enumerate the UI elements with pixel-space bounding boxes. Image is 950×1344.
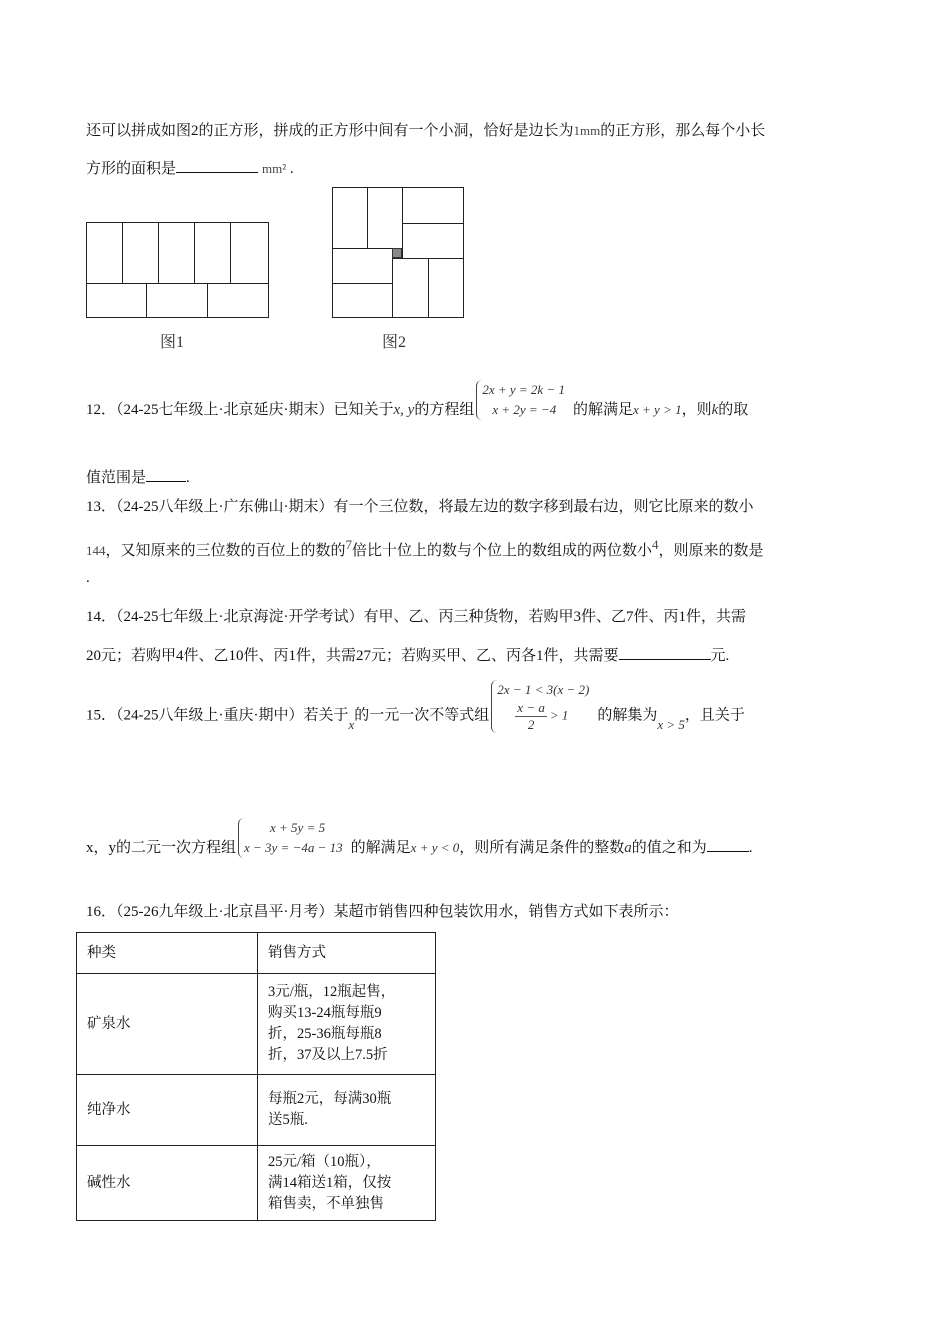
math: 7: [345, 537, 353, 552]
inequality-system: [491, 680, 589, 733]
text: 15．（24-25八年级上·重庆·期中）若关于: [86, 707, 349, 724]
fraction-numerator: x − a: [517, 700, 545, 715]
figure-1-caption: 图1: [160, 334, 185, 351]
text: ，则: [681, 402, 712, 418]
type-cell: 矿泉水: [77, 974, 258, 1075]
fraction-denominator: 2: [527, 717, 535, 732]
text: 值范围是: [86, 470, 147, 486]
table-row: [77, 1075, 436, 1146]
method-cell: [258, 974, 436, 1075]
math: x + y < 0: [410, 840, 460, 855]
method-cell: [258, 1146, 436, 1221]
text: 购买13-24瓶每瓶9: [268, 1005, 382, 1021]
q15-line2: [86, 818, 753, 858]
header-cell: 种类: [77, 933, 258, 974]
q13-line2: [86, 535, 764, 561]
table-header-row: [77, 933, 436, 974]
q11-line1: [86, 121, 765, 141]
equation: x − 3y = −4a − 13: [244, 840, 343, 855]
equation: x + 2y = −4: [492, 402, 557, 417]
q15-line1: [86, 680, 745, 733]
text: 方形的面积是: [86, 161, 177, 177]
text: 的解集为: [597, 707, 658, 724]
q13-line1: 13．（24-25八年级上·广东佛山·期末）有一个三位数，将最左边的数字移到最右边，则它比原来的数小: [86, 499, 754, 515]
text: 12．（24-25七年级上·北京延庆·期末）已知关于: [86, 402, 394, 418]
equation-system: [476, 380, 565, 420]
equation-system: [238, 818, 343, 858]
sales-table: [76, 932, 436, 1221]
text: 3元/瓶，12瓶起售，: [268, 984, 396, 1000]
type-cell: 纯净水: [77, 1075, 258, 1146]
q12-line2: 值范围是 .: [86, 467, 190, 488]
math: x: [348, 717, 355, 733]
text: 每瓶2元，每满30瓶: [268, 1091, 392, 1107]
math: x + y > 1: [633, 402, 682, 417]
text: 箱售卖，不单独售: [268, 1195, 384, 1212]
text: 的解满足: [572, 402, 633, 418]
figure-2: [332, 187, 464, 318]
text: 25元/箱（10瓶），: [268, 1153, 381, 1170]
math: 4: [652, 537, 659, 552]
method-cell: [258, 1075, 436, 1146]
text: 的一元一次不等式组: [354, 707, 490, 724]
text: ，且关于: [684, 707, 745, 724]
answer-blank[interactable]: [707, 837, 749, 852]
text: 的值之和为: [631, 840, 707, 856]
table-row: [77, 1146, 436, 1221]
text: ，则所有满足条件的整数: [459, 840, 625, 856]
unit: mm²: [262, 161, 287, 176]
math: a: [624, 840, 632, 856]
math: k: [711, 402, 719, 418]
text: 折，37及以上7.5折: [268, 1047, 388, 1063]
hole-square: [392, 248, 402, 258]
q12-line1: [86, 380, 748, 420]
text: 的正方形，那么每个小长: [600, 123, 766, 139]
q16-line1: 16．（25-26九年级上·北京昌平·月考）某超市销售四种包装饮用水，销售方式如下表所示：: [86, 904, 679, 920]
text: 20元；若购甲4件、乙10件、丙1件，共需27元；若购买甲、乙、丙各1件，共需要: [86, 648, 619, 664]
text: 倍比十位上的数与个位上的数组成的两位数小: [352, 543, 653, 559]
header-cell: 销售方式: [258, 933, 436, 974]
text: ，又知原来的三位数的百位上的数的: [105, 543, 346, 559]
q14-line2: [86, 645, 729, 666]
inequality-rhs: > 1: [549, 707, 569, 723]
text: 还可以拼成如图2的正方形，拼成的正方形中间有一个小洞，恰好是边长为: [86, 123, 574, 139]
equation: 2x + y = 2k − 1: [482, 382, 565, 397]
q13-line3: .: [86, 570, 90, 586]
answer-blank[interactable]: [146, 467, 186, 482]
text: 的取: [718, 402, 749, 418]
equation: x + 5y = 5: [270, 820, 326, 835]
answer-blank[interactable]: [176, 158, 258, 173]
table-row: [77, 974, 436, 1075]
unit: 1mm: [573, 123, 601, 138]
fraction: [515, 700, 547, 733]
math: 144: [86, 543, 106, 558]
q14-line1: 14．（24-25七年级上·北京海淀·开学考试）有甲、乙、丙三种货物，若购甲3件、乙7件、丙1件，共需: [86, 609, 746, 625]
text: ，则原来的数是: [658, 543, 764, 559]
text: 元.: [710, 648, 730, 664]
text: x，y的二元一次方程组: [86, 840, 237, 856]
math: x > 5: [657, 717, 685, 733]
text: 的方程组: [414, 402, 475, 418]
answer-blank[interactable]: [619, 645, 711, 660]
math: x, y: [393, 402, 415, 418]
text: .: [748, 840, 753, 856]
figure-2-caption: 图2: [382, 334, 407, 351]
q11-line2: 方形的面积是 mm² .: [86, 158, 294, 179]
figure-1: [86, 222, 269, 318]
text: 送5瓶.: [268, 1112, 308, 1128]
text: 折，25-36瓶每瓶8: [268, 1026, 382, 1042]
inequality: 2x − 1 < 3(x − 2): [497, 682, 590, 697]
text: 满14箱送1箱，仅按: [268, 1174, 392, 1191]
text: 的解满足: [350, 840, 411, 856]
type-cell: 碱性水: [77, 1146, 258, 1221]
